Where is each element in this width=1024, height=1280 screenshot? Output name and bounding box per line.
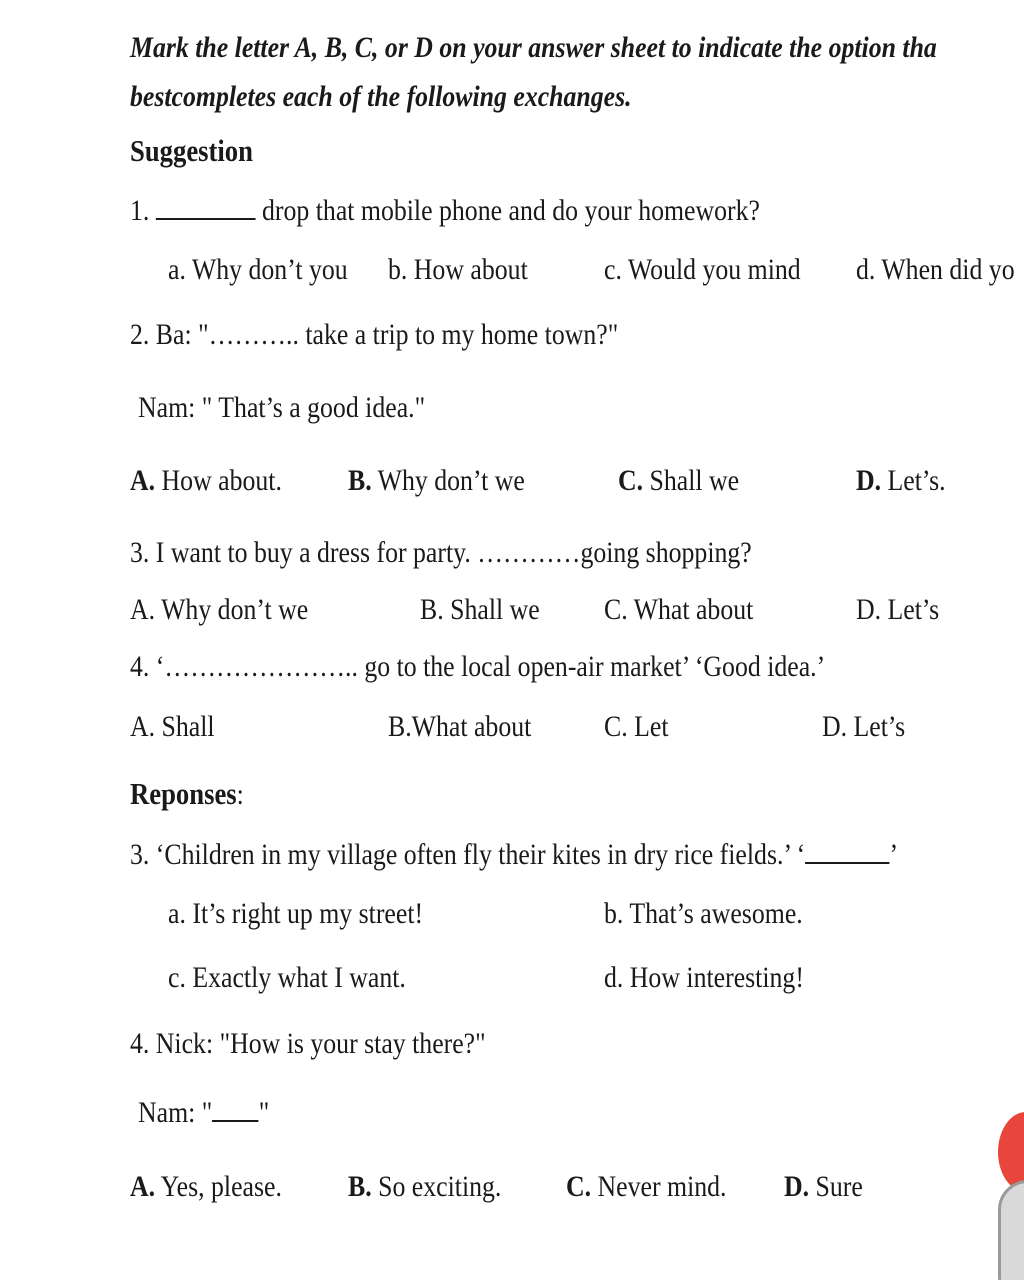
question-text: Ba: "……….. take a trip to my home town?" bbox=[149, 318, 619, 351]
answer-blank bbox=[805, 836, 889, 864]
option-r4-d: D. Sure bbox=[784, 1170, 863, 1203]
floating-side-handle[interactable] bbox=[998, 1180, 1024, 1280]
section-title-responses: Reponses: bbox=[130, 776, 244, 811]
question-text: Nick: "How is your stay there?" bbox=[149, 1027, 486, 1060]
option-q3-d: D. Let’s bbox=[856, 593, 940, 626]
question-1 bbox=[130, 192, 760, 229]
option-r3-d: d. How interesting! bbox=[604, 961, 804, 994]
option-q2-b: B. Why don’t we bbox=[348, 464, 525, 497]
option-q3-b: B. Shall we bbox=[420, 593, 540, 626]
answer-blank bbox=[212, 1094, 258, 1122]
option-q2-d: D. Let’s. bbox=[856, 464, 946, 497]
question-number: 3. bbox=[130, 536, 150, 569]
option-r4-a: A. Yes, please. bbox=[130, 1170, 282, 1203]
question-text: ‘Children in my village often fly their kites in dry rice fields.’ ‘ bbox=[149, 838, 806, 871]
response-question-3: 3. ‘Children in my village often fly their kites in dry rice fields.’ ‘ ’ bbox=[130, 838, 899, 871]
option-q4-c: C. Let bbox=[604, 710, 669, 743]
question-3 bbox=[130, 535, 752, 571]
answer-blank bbox=[156, 192, 256, 220]
option-q1-a: a. Why don’t you bbox=[168, 253, 348, 286]
option-q2-c: C. Shall we bbox=[618, 464, 740, 497]
option-q3-a: A. Why don’t we bbox=[130, 593, 309, 626]
question-2 bbox=[130, 317, 618, 353]
option-q4-d: D. Let’s bbox=[822, 710, 906, 743]
question-number: 1. bbox=[130, 194, 150, 227]
instructions-line-2: bestcompletes each of the following exchanges. bbox=[130, 80, 632, 113]
question-2-reply: Nam: " That’s a good idea." bbox=[138, 391, 426, 424]
option-r3-a: a. It’s right up my street! bbox=[168, 897, 424, 930]
option-q1-c: c. Would you mind bbox=[604, 253, 801, 286]
option-r4-b: B. So exciting. bbox=[348, 1170, 502, 1203]
option-q1-d: d. When did yo bbox=[856, 253, 1015, 286]
question-number: 4. bbox=[130, 1027, 150, 1060]
question-text: I want to buy a dress for party. …………going shopping? bbox=[149, 536, 752, 569]
question-text: ‘………………….. go to the local open-air market’ ‘Good idea.’ bbox=[149, 650, 826, 683]
question-text: drop that mobile phone and do your homework? bbox=[255, 194, 760, 227]
option-q4-a: A. Shall bbox=[130, 710, 215, 743]
section-title-suggestion: Suggestion bbox=[130, 133, 253, 168]
option-r3-b: b. That’s awesome. bbox=[604, 897, 803, 930]
option-r4-c: C. Never mind. bbox=[566, 1170, 727, 1203]
option-q3-c: C. What about bbox=[604, 593, 754, 626]
question-number: 4. bbox=[130, 650, 150, 683]
option-q4-b: B.What about bbox=[388, 710, 532, 743]
response-question-4-reply: Nam: " " bbox=[138, 1096, 270, 1129]
instructions-line-1: Mark the letter A, B, C, or D on your answer sheet to indicate the option tha bbox=[130, 31, 937, 64]
question-number: 2. bbox=[130, 318, 150, 351]
response-question-4 bbox=[130, 1026, 486, 1062]
question-number: 3. bbox=[130, 838, 150, 871]
option-q1-b: b. How about bbox=[388, 253, 528, 286]
option-q2-a: A. How about. bbox=[130, 464, 282, 497]
question-4 bbox=[130, 649, 825, 685]
option-r3-c: c. Exactly what I want. bbox=[168, 961, 406, 994]
